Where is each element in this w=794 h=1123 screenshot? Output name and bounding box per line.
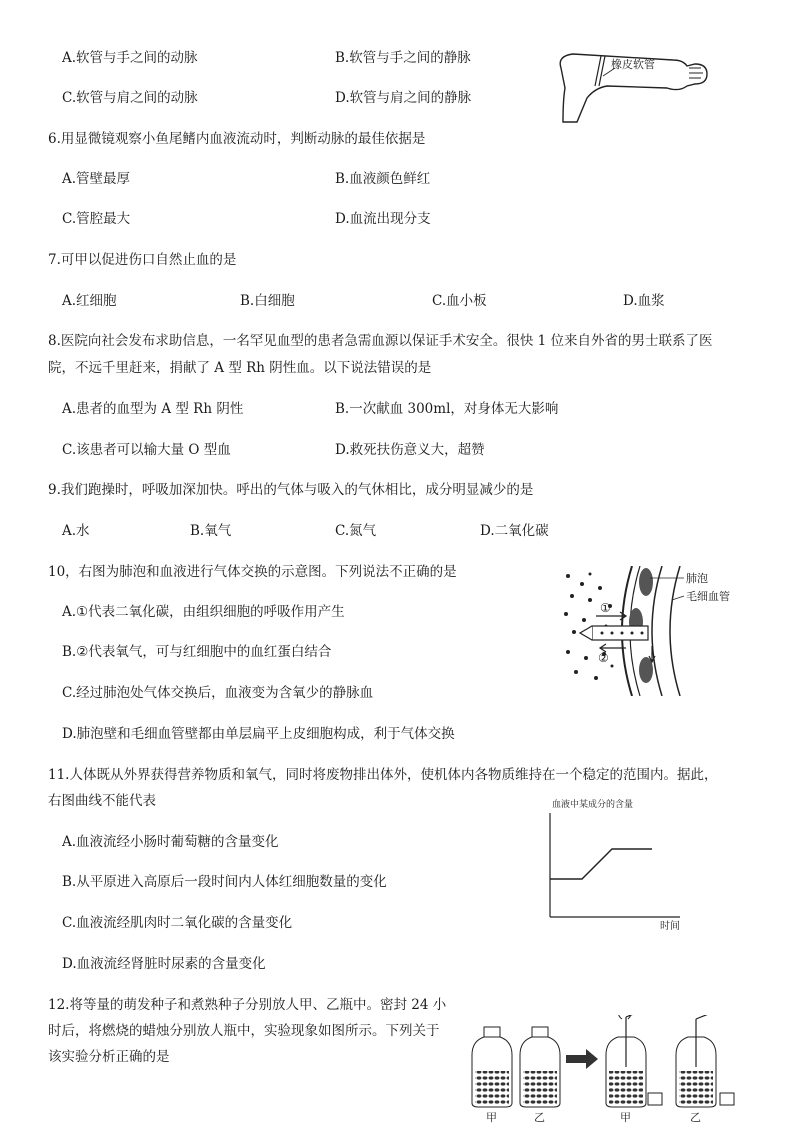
chart-x-label: 时间	[660, 921, 680, 932]
q10-option-c: C.经过肺泡处气体交换后，血液变为含氧少的静脉血	[62, 685, 374, 701]
q11-stem-line2: 右图曲线不能代表	[48, 793, 156, 809]
capillary-label: 毛细血管	[686, 590, 730, 603]
q5-option-d: D.软管与肩之间的静脉	[335, 90, 472, 106]
q6-option-d: D.血流出现分支	[335, 211, 431, 227]
q12-stem-line2: 时后，将燃烧的蜡烛分别放人瓶中，实验现象如图所示。下列关于	[48, 1023, 440, 1039]
q9-stem: 9.我们跑操时，呼吸加深加快。呼出的气体与吸入的气休相比，成分明显减少的是	[48, 482, 534, 498]
q8-stem-line1: 8.医院向社会发布求助信息，一名罕见血型的患者急需血源以保证手术安全。很快 1 位来自外省的男士联系了医	[48, 333, 713, 349]
q8-option-b: B.一次献血 300ml，对身体无大影响	[335, 401, 559, 417]
q10-option-d: D.肺泡壁和毛细血管壁都由单层扁平上皮细胞构成，利于气体交换	[62, 726, 455, 742]
q8-option-d: D.救死扶伤意义大，超赞	[335, 442, 485, 458]
jar-label-3: 甲	[620, 1111, 631, 1123]
q12-stem-line1: 12.将等量的萌发种子和煮熟种子分别放人甲、乙瓶中。密封 24 小	[48, 997, 447, 1013]
rubber-tube-label: 橡皮软管	[611, 58, 655, 71]
q12-stem-line3: 该实验分析正确的是	[48, 1049, 170, 1065]
jar-label-4: 乙	[690, 1111, 701, 1123]
q5-option-b: B.软管与手之间的静脉	[335, 50, 471, 66]
q11-option-a: A.血液流经小肠时葡萄糖的含量变化	[62, 834, 279, 850]
q11-option-c: C.血液流经肌肉时二氧化碳的含量变化	[62, 915, 293, 931]
q11-option-b: B.从平原进入高原后一段时间内人体红细胞数量的变化	[62, 874, 387, 890]
content-time-curve-figure	[540, 795, 700, 935]
marker-1: ①	[600, 601, 611, 615]
q11-option-d: D.血液流经肾脏时尿素的含量变化	[62, 956, 266, 972]
jar-3	[606, 1015, 666, 1107]
q5-option-a: A.软管与手之间的动脉	[62, 50, 198, 66]
q6-option-c: C.管腔最大	[62, 211, 131, 227]
q6-option-a: A.管壁最厚	[62, 171, 131, 187]
jar-label-2: 乙	[534, 1111, 545, 1123]
q7-option-a: A.红细胞	[62, 293, 117, 309]
seed-jar-experiment-figure	[470, 1015, 740, 1123]
q9-option-d: D.二氧化碳	[480, 523, 549, 539]
q7-stem: 7.可甲以促进伤口自然止血的是	[48, 252, 237, 268]
jar-1	[472, 1027, 512, 1107]
q10-option-b: B.②代表氧气，可与红细胞中的血红蛋白结合	[62, 644, 332, 660]
chart-y-label: 血液中某成分的含量	[552, 800, 634, 810]
jar-4	[676, 1015, 734, 1107]
q10-stem: 10，右图为肺泡和血液进行气体交换的示意图。下列说法不正确的是	[48, 564, 457, 580]
arrow-icon	[566, 1049, 598, 1069]
jar-2	[520, 1027, 560, 1107]
q8-option-a: A.患者的血型为 A 型 Rh 阴性	[62, 401, 244, 417]
q9-option-a: A.水	[62, 523, 90, 539]
alveolus-label: 肺泡	[686, 572, 708, 585]
q7-option-b: B.白细胞	[240, 293, 295, 309]
q9-option-b: B.氧气	[190, 523, 232, 539]
arm-tourniquet-figure	[555, 48, 715, 126]
q7-option-d: D.血浆	[623, 293, 665, 309]
q8-option-c: C.该患者可以输大量 O 型血	[62, 442, 231, 458]
jar-label-1: 甲	[486, 1111, 497, 1123]
q6-stem: 6.用显微镜观察小鱼尾鳍内血液流动时，判断动脉的最佳依据是	[48, 131, 426, 147]
q9-option-c: C.氮气	[335, 523, 377, 539]
q7-option-c: C.血小板	[432, 293, 487, 309]
q11-stem-line1: 11.人体既从外界获得营养物质和氧气，同时将废物排出体外，使机体内各物质维持在一个稳定的范围内。据此，	[48, 767, 718, 783]
q6-option-b: B.血液颜色鲜红	[335, 171, 431, 187]
q10-option-a: A.①代表二氧化碳，由组织细胞的呼吸作用产生	[62, 604, 345, 620]
marker-2: ②	[598, 651, 609, 665]
q5-option-c: C.软管与肩之间的动脉	[62, 90, 198, 106]
q8-stem-line2: 院，不远千里赶来，捐献了 A 型 Rh 阴性血。以下说法错误的是	[48, 360, 432, 376]
alveolus-capillary-figure	[560, 566, 750, 696]
